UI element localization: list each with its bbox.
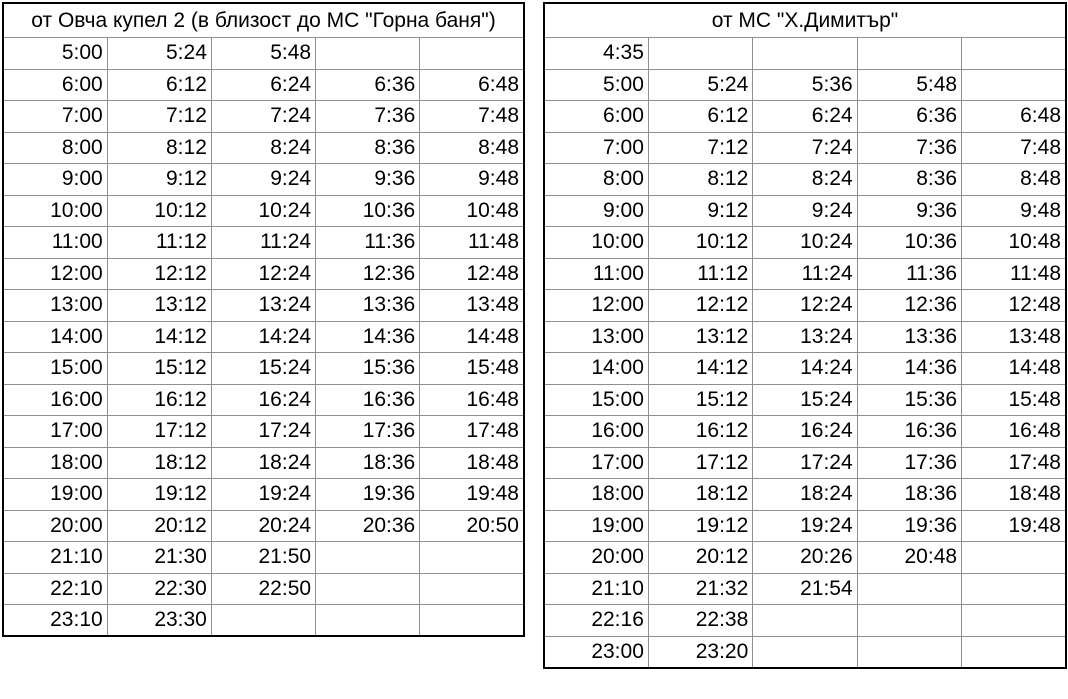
time-cell bbox=[420, 38, 524, 70]
time-cell: 14:48 bbox=[962, 353, 1066, 385]
table-row bbox=[3, 573, 524, 605]
table-row bbox=[544, 132, 1066, 164]
time-cell bbox=[316, 38, 420, 70]
time-cell: 18:24 bbox=[211, 447, 315, 479]
time-cell: 5:00 bbox=[3, 38, 107, 70]
time-cell: 16:36 bbox=[316, 384, 420, 416]
table-header-row bbox=[3, 3, 524, 38]
time-cell: 17:00 bbox=[3, 416, 107, 448]
time-cell: 8:12 bbox=[648, 164, 752, 196]
time-cell: 13:12 bbox=[107, 290, 211, 322]
time-cell: 13:12 bbox=[648, 321, 752, 353]
time-cell: 9:36 bbox=[316, 164, 420, 196]
time-cell: 13:00 bbox=[3, 290, 107, 322]
time-cell: 21:54 bbox=[753, 573, 857, 605]
time-cell bbox=[857, 573, 961, 605]
time-cell: 15:24 bbox=[753, 384, 857, 416]
time-cell bbox=[420, 573, 524, 605]
time-cell: 22:30 bbox=[107, 573, 211, 605]
time-cell: 17:00 bbox=[544, 447, 648, 479]
table-row bbox=[544, 353, 1066, 385]
time-cell bbox=[753, 38, 857, 70]
time-cell: 21:10 bbox=[3, 542, 107, 574]
time-cell: 12:24 bbox=[753, 290, 857, 322]
table-row bbox=[3, 384, 524, 416]
time-cell: 20:26 bbox=[753, 542, 857, 574]
time-cell bbox=[420, 605, 524, 637]
time-cell: 8:48 bbox=[420, 132, 524, 164]
time-cell: 6:12 bbox=[648, 101, 752, 133]
table-row bbox=[544, 510, 1066, 542]
time-cell: 23:10 bbox=[3, 605, 107, 637]
time-cell: 13:48 bbox=[962, 321, 1066, 353]
time-cell: 19:24 bbox=[753, 510, 857, 542]
time-cell: 12:48 bbox=[420, 258, 524, 290]
time-cell: 19:48 bbox=[420, 479, 524, 511]
time-cell: 10:00 bbox=[544, 227, 648, 259]
time-cell: 8:36 bbox=[316, 132, 420, 164]
time-cell bbox=[962, 542, 1066, 574]
table-row bbox=[3, 542, 524, 574]
time-cell: 12:24 bbox=[211, 258, 315, 290]
table-row bbox=[3, 510, 524, 542]
time-cell: 20:12 bbox=[648, 542, 752, 574]
time-cell: 6:48 bbox=[420, 69, 524, 101]
time-cell: 13:24 bbox=[211, 290, 315, 322]
time-cell: 12:48 bbox=[962, 290, 1066, 322]
time-cell: 7:48 bbox=[962, 132, 1066, 164]
time-cell: 23:20 bbox=[648, 636, 752, 668]
time-cell bbox=[316, 605, 420, 637]
table-row bbox=[544, 416, 1066, 448]
time-cell: 7:48 bbox=[420, 101, 524, 133]
time-cell: 17:12 bbox=[107, 416, 211, 448]
timetable-ovcha-kupel bbox=[2, 2, 525, 637]
time-cell: 9:24 bbox=[211, 164, 315, 196]
time-cell: 15:12 bbox=[107, 353, 211, 385]
time-cell: 11:36 bbox=[316, 227, 420, 259]
time-cell bbox=[420, 542, 524, 574]
table-row bbox=[544, 227, 1066, 259]
time-cell: 12:00 bbox=[544, 290, 648, 322]
time-cell: 20:00 bbox=[544, 542, 648, 574]
table-row bbox=[544, 195, 1066, 227]
table-row bbox=[544, 38, 1066, 70]
time-cell: 5:24 bbox=[107, 38, 211, 70]
time-cell: 9:12 bbox=[107, 164, 211, 196]
time-cell: 10:36 bbox=[316, 195, 420, 227]
time-cell: 6:36 bbox=[316, 69, 420, 101]
time-cell: 14:24 bbox=[753, 353, 857, 385]
time-cell: 6:24 bbox=[211, 69, 315, 101]
table-row bbox=[3, 258, 524, 290]
time-cell: 19:00 bbox=[3, 479, 107, 511]
time-cell: 12:36 bbox=[316, 258, 420, 290]
time-cell: 8:24 bbox=[753, 164, 857, 196]
time-cell: 23:00 bbox=[544, 636, 648, 668]
time-cell: 20:12 bbox=[107, 510, 211, 542]
time-cell: 15:36 bbox=[316, 353, 420, 385]
time-cell: 6:00 bbox=[3, 69, 107, 101]
time-cell: 18:48 bbox=[420, 447, 524, 479]
time-cell: 11:48 bbox=[420, 227, 524, 259]
time-cell: 18:36 bbox=[316, 447, 420, 479]
time-cell: 17:48 bbox=[420, 416, 524, 448]
table-row bbox=[3, 195, 524, 227]
table-row bbox=[544, 258, 1066, 290]
table-row bbox=[544, 479, 1066, 511]
time-cell bbox=[857, 636, 961, 668]
time-cell: 5:00 bbox=[544, 69, 648, 101]
time-cell: 13:24 bbox=[753, 321, 857, 353]
time-cell: 5:48 bbox=[857, 69, 961, 101]
time-cell: 9:48 bbox=[420, 164, 524, 196]
time-cell: 17:24 bbox=[211, 416, 315, 448]
time-cell: 19:36 bbox=[857, 510, 961, 542]
time-cell: 19:00 bbox=[544, 510, 648, 542]
table-row bbox=[3, 321, 524, 353]
table-row bbox=[3, 132, 524, 164]
time-cell: 7:36 bbox=[857, 132, 961, 164]
time-cell: 7:24 bbox=[211, 101, 315, 133]
time-cell bbox=[753, 605, 857, 637]
time-cell: 21:10 bbox=[544, 573, 648, 605]
time-cell bbox=[962, 38, 1066, 70]
time-cell: 7:00 bbox=[3, 101, 107, 133]
table-row bbox=[544, 542, 1066, 574]
time-cell: 11:36 bbox=[857, 258, 961, 290]
time-cell: 11:24 bbox=[753, 258, 857, 290]
time-cell: 8:00 bbox=[544, 164, 648, 196]
timetable-h-dimitar bbox=[543, 2, 1067, 669]
time-cell: 6:24 bbox=[753, 101, 857, 133]
time-cell: 7:00 bbox=[544, 132, 648, 164]
time-cell: 20:48 bbox=[857, 542, 961, 574]
time-cell: 22:38 bbox=[648, 605, 752, 637]
table-row bbox=[3, 290, 524, 322]
time-cell: 7:36 bbox=[316, 101, 420, 133]
time-cell bbox=[962, 69, 1066, 101]
time-cell: 15:00 bbox=[544, 384, 648, 416]
table-row bbox=[3, 479, 524, 511]
time-cell: 11:12 bbox=[648, 258, 752, 290]
time-cell: 16:48 bbox=[420, 384, 524, 416]
time-cell: 16:36 bbox=[857, 416, 961, 448]
time-cell: 20:24 bbox=[211, 510, 315, 542]
time-cell: 5:36 bbox=[753, 69, 857, 101]
time-cell: 10:36 bbox=[857, 227, 961, 259]
table-body bbox=[3, 38, 524, 637]
table-row bbox=[3, 416, 524, 448]
time-cell: 11:24 bbox=[211, 227, 315, 259]
time-cell: 17:24 bbox=[753, 447, 857, 479]
time-cell: 18:12 bbox=[648, 479, 752, 511]
time-cell: 18:24 bbox=[753, 479, 857, 511]
time-cell: 16:00 bbox=[3, 384, 107, 416]
time-cell: 9:24 bbox=[753, 195, 857, 227]
table-row bbox=[3, 605, 524, 637]
time-cell: 4:35 bbox=[544, 38, 648, 70]
time-cell: 13:36 bbox=[857, 321, 961, 353]
table-row bbox=[3, 164, 524, 196]
time-cell: 17:36 bbox=[316, 416, 420, 448]
time-cell: 15:12 bbox=[648, 384, 752, 416]
table-row bbox=[3, 447, 524, 479]
time-cell: 12:12 bbox=[107, 258, 211, 290]
time-cell: 16:24 bbox=[211, 384, 315, 416]
time-cell: 23:30 bbox=[107, 605, 211, 637]
time-cell: 8:24 bbox=[211, 132, 315, 164]
time-cell: 13:48 bbox=[420, 290, 524, 322]
time-cell bbox=[962, 605, 1066, 637]
time-cell: 19:12 bbox=[107, 479, 211, 511]
time-cell: 5:24 bbox=[648, 69, 752, 101]
time-cell bbox=[962, 573, 1066, 605]
time-cell: 15:00 bbox=[3, 353, 107, 385]
time-cell: 10:48 bbox=[962, 227, 1066, 259]
time-cell: 14:24 bbox=[211, 321, 315, 353]
time-cell: 18:00 bbox=[3, 447, 107, 479]
time-cell: 10:24 bbox=[753, 227, 857, 259]
table-row bbox=[544, 573, 1066, 605]
table-row bbox=[544, 605, 1066, 637]
time-cell bbox=[962, 636, 1066, 668]
time-cell: 14:00 bbox=[544, 353, 648, 385]
time-cell: 10:48 bbox=[420, 195, 524, 227]
time-cell: 19:36 bbox=[316, 479, 420, 511]
time-cell: 12:36 bbox=[857, 290, 961, 322]
time-cell: 8:36 bbox=[857, 164, 961, 196]
time-cell: 9:00 bbox=[544, 195, 648, 227]
table-row bbox=[3, 101, 524, 133]
table-header-h-dimitar: от МС "Х.Димитър" bbox=[544, 3, 1066, 38]
time-cell: 9:12 bbox=[648, 195, 752, 227]
time-cell: 7:24 bbox=[753, 132, 857, 164]
time-cell bbox=[753, 636, 857, 668]
table-row bbox=[3, 69, 524, 101]
time-cell: 16:48 bbox=[962, 416, 1066, 448]
time-cell: 8:12 bbox=[107, 132, 211, 164]
table-row bbox=[3, 227, 524, 259]
table-row bbox=[544, 69, 1066, 101]
table-row bbox=[544, 101, 1066, 133]
table-row bbox=[544, 636, 1066, 668]
time-cell: 18:12 bbox=[107, 447, 211, 479]
time-cell: 11:12 bbox=[107, 227, 211, 259]
time-cell: 22:50 bbox=[211, 573, 315, 605]
time-cell: 15:48 bbox=[420, 353, 524, 385]
time-cell: 15:36 bbox=[857, 384, 961, 416]
time-cell: 13:36 bbox=[316, 290, 420, 322]
time-cell: 18:36 bbox=[857, 479, 961, 511]
time-cell: 19:24 bbox=[211, 479, 315, 511]
table-row bbox=[3, 38, 524, 70]
time-cell: 15:24 bbox=[211, 353, 315, 385]
time-cell: 15:48 bbox=[962, 384, 1066, 416]
time-cell: 19:48 bbox=[962, 510, 1066, 542]
time-cell: 10:24 bbox=[211, 195, 315, 227]
table-row bbox=[544, 321, 1066, 353]
time-cell: 10:12 bbox=[107, 195, 211, 227]
time-cell: 22:16 bbox=[544, 605, 648, 637]
time-cell: 21:32 bbox=[648, 573, 752, 605]
table-header-ovcha-kupel: от Овча купел 2 (в близост до МС "Горна баня") bbox=[3, 3, 524, 38]
time-cell: 6:12 bbox=[107, 69, 211, 101]
time-cell: 16:00 bbox=[544, 416, 648, 448]
time-cell: 9:36 bbox=[857, 195, 961, 227]
time-cell: 21:50 bbox=[211, 542, 315, 574]
time-cell: 10:00 bbox=[3, 195, 107, 227]
time-cell: 5:48 bbox=[211, 38, 315, 70]
time-cell: 20:50 bbox=[420, 510, 524, 542]
time-cell: 11:48 bbox=[962, 258, 1066, 290]
time-cell: 9:48 bbox=[962, 195, 1066, 227]
time-cell: 17:36 bbox=[857, 447, 961, 479]
time-cell: 14:36 bbox=[316, 321, 420, 353]
time-cell: 12:00 bbox=[3, 258, 107, 290]
time-cell: 22:10 bbox=[3, 573, 107, 605]
time-cell: 14:00 bbox=[3, 321, 107, 353]
time-cell: 14:36 bbox=[857, 353, 961, 385]
time-cell: 6:48 bbox=[962, 101, 1066, 133]
time-cell bbox=[316, 573, 420, 605]
time-cell: 14:48 bbox=[420, 321, 524, 353]
time-cell: 20:36 bbox=[316, 510, 420, 542]
time-cell: 14:12 bbox=[648, 353, 752, 385]
table-header-row bbox=[544, 3, 1066, 38]
time-cell: 21:30 bbox=[107, 542, 211, 574]
time-cell: 7:12 bbox=[648, 132, 752, 164]
time-cell: 7:12 bbox=[107, 101, 211, 133]
time-cell: 8:00 bbox=[3, 132, 107, 164]
time-cell: 11:00 bbox=[544, 258, 648, 290]
time-cell: 16:12 bbox=[107, 384, 211, 416]
time-cell: 10:12 bbox=[648, 227, 752, 259]
time-cell: 14:12 bbox=[107, 321, 211, 353]
time-cell: 16:24 bbox=[753, 416, 857, 448]
time-cell: 6:00 bbox=[544, 101, 648, 133]
table-row bbox=[544, 447, 1066, 479]
table-body bbox=[544, 38, 1066, 668]
time-cell: 17:48 bbox=[962, 447, 1066, 479]
time-cell bbox=[648, 38, 752, 70]
time-cell: 9:00 bbox=[3, 164, 107, 196]
table-row bbox=[544, 384, 1066, 416]
time-cell bbox=[316, 542, 420, 574]
table-row bbox=[544, 164, 1066, 196]
time-cell: 11:00 bbox=[3, 227, 107, 259]
time-cell bbox=[211, 605, 315, 637]
time-cell bbox=[857, 605, 961, 637]
time-cell: 17:12 bbox=[648, 447, 752, 479]
time-cell: 19:12 bbox=[648, 510, 752, 542]
time-cell: 16:12 bbox=[648, 416, 752, 448]
time-cell: 12:12 bbox=[648, 290, 752, 322]
time-cell: 13:00 bbox=[544, 321, 648, 353]
time-cell: 18:48 bbox=[962, 479, 1066, 511]
table-row bbox=[544, 290, 1066, 322]
time-cell: 8:48 bbox=[962, 164, 1066, 196]
time-cell bbox=[857, 38, 961, 70]
time-cell: 18:00 bbox=[544, 479, 648, 511]
time-cell: 6:36 bbox=[857, 101, 961, 133]
time-cell: 20:00 bbox=[3, 510, 107, 542]
table-row bbox=[3, 353, 524, 385]
